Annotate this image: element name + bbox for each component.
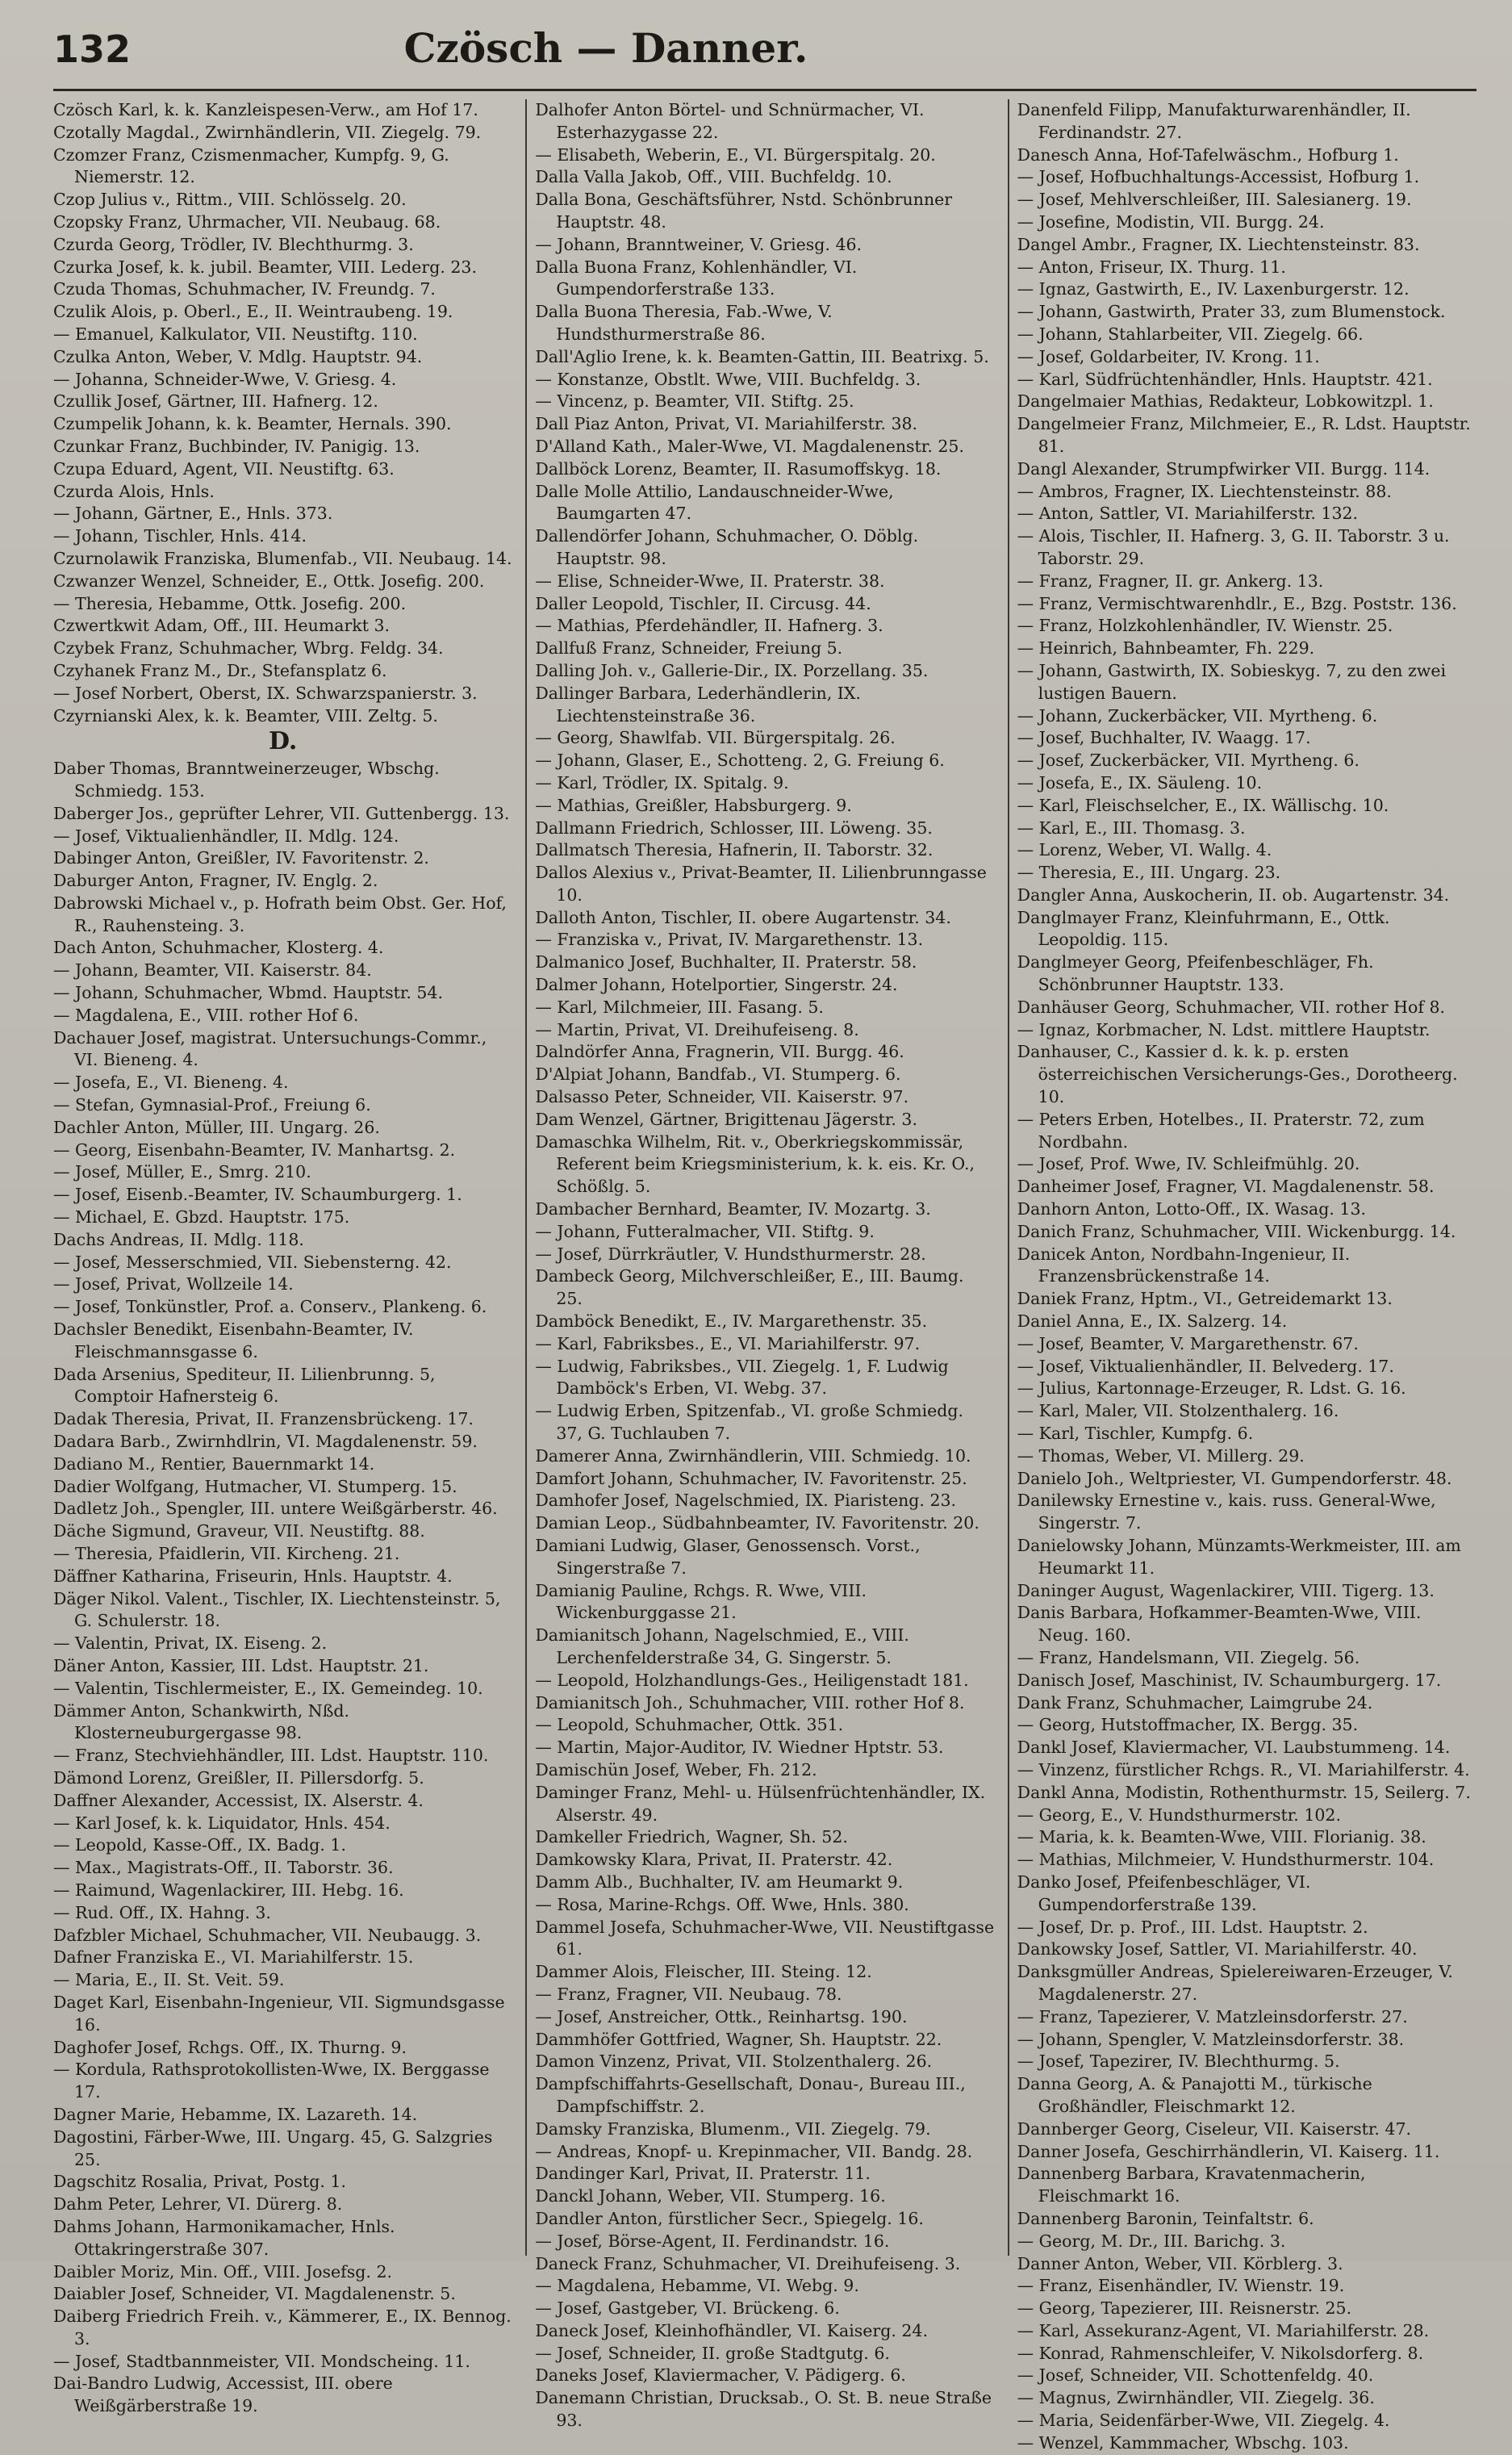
directory-entry: — Franz, Stechviehhändler, III. Ldst. Hauptstr. 110.	[53, 1746, 489, 1766]
directory-entry: Dank Franz, Schuhmacher, Laimgrube 24.	[1017, 1692, 1373, 1713]
directory-entry: — Josef, Schneider, II. große Stadtgutg. 6.	[535, 2343, 890, 2363]
directory-entry: — Josef, Gastgeber, VI. Brückeng. 6.	[535, 2298, 840, 2319]
directory-entry: — Josef Norbert, Oberst, IX. Schwarzspanierstr. 3.	[53, 683, 478, 703]
directory-entry: — Franz, Fragner, VII. Neubaug. 78.	[535, 1984, 842, 2004]
directory-entry: Czurda Alois, Hnls.	[53, 481, 215, 501]
directory-entry: — Josef, Messerschmied, VII. Siebensterng. 42.	[53, 1252, 452, 1272]
directory-entry: Danner Josefa, Geschirrhändlerin, VI. Kaiserg. 11.	[1017, 2141, 1440, 2161]
directory-entry: D'Alpiat Johann, Bandfab., VI. Stumperg. 6.	[535, 1064, 901, 1085]
directory-entry: Dachauer Josef, magistrat. Untersuchungs-Commr., VI. Bieneng. 4.	[53, 1027, 487, 1070]
directory-entry: — Valentin, Tischlermeister, E., IX. Gemeindeg. 10.	[53, 1678, 483, 1698]
directory-entry: Czösch Karl, k. k. Kanzleispesen-Verw., am Hof 17.	[53, 100, 478, 119]
directory-entry: — Konstanze, Obstlt. Wwe, VIII. Buchfeldg. 3.	[535, 369, 921, 389]
directory-entry: — Johann, Gärtner, E., Hnls. 373.	[53, 504, 333, 524]
directory-entry: Czurda Georg, Trödler, IV. Blechthurmg. 3.	[53, 234, 414, 254]
directory-entry: Dankl Josef, Klaviermacher, VI. Laubstummeng. 14.	[1017, 1738, 1451, 1758]
directory-entry: Dach Anton, Schuhmacher, Klosterg. 4.	[53, 938, 384, 958]
directory-entry: Danisch Josef, Maschinist, IV. Schaumburgerg. 17.	[1017, 1670, 1442, 1690]
directory-entry: Daminger Franz, Mehl- u. Hülsenfrüchtenhändler, IX. Alserstr. 49.	[535, 1782, 986, 1825]
directory-entry: — Martin, Major-Auditor, IV. Wiedner Hptstr. 53.	[535, 1738, 944, 1758]
directory-entry: — Karl, Trödler, IX. Spitalg. 9.	[535, 772, 789, 793]
directory-entry: Dabrowski Michael v., p. Hofrath beim Obst. Ger. Hof, R., Rauhensteing. 3.	[53, 893, 507, 935]
directory-entry: Danielowsky Johann, Münzamts-Werkmeister, III. am Heumarkt 11.	[1017, 1536, 1461, 1578]
directory-entry: Damböck Benedikt, E., IV. Margarethenstr. 35.	[535, 1311, 928, 1332]
directory-entry: — Josef, Dr. p. Prof., III. Ldst. Hauptstr. 2.	[1017, 1917, 1368, 1937]
directory-entry: Daninger August, Wagenlackirer, VIII. Tigerg. 13.	[1017, 1580, 1435, 1600]
directory-entry: Danheimer Josef, Fragner, VI. Magdalenenstr. 58.	[1017, 1177, 1435, 1197]
directory-entry: — Georg, M. Dr., III. Barichg. 3.	[1017, 2231, 1286, 2251]
directory-entry: Daneks Josef, Klaviermacher, V. Pädigerg. 6.	[535, 2365, 906, 2386]
directory-entry: — Raimund, Wagenlackirer, III. Hebg. 16.	[53, 1880, 404, 1900]
directory-entry: — Heinrich, Bahnbeamter, Fh. 229.	[1017, 638, 1315, 659]
directory-entry: Dadier Wolfgang, Hutmacher, VI. Stumperg. 15.	[53, 1476, 457, 1496]
directory-entry: Dallfuß Franz, Schneider, Freiung 5.	[535, 638, 843, 659]
directory-entry: — Johann, Gastwirth, Prater 33, zum Blumenstock.	[1017, 302, 1446, 322]
directory-entry: — Josef, Hofbuchhaltungs-Accessist, Hofburg 1.	[1017, 167, 1420, 187]
directory-entry: Dambeck Georg, Milchverschleißer, E., III. Baumg. 25.	[535, 1266, 964, 1309]
directory-entry: — Thomas, Weber, VI. Millerg. 29.	[1017, 1445, 1305, 1466]
directory-entry: Damon Vinzenz, Privat, VII. Stolzenthalerg. 26.	[535, 2051, 933, 2072]
directory-entry: Dam Wenzel, Gärtner, Brigittenau Jägerstr. 3.	[535, 1109, 917, 1129]
directory-entry: — Karl, Milchmeier, III. Fasang. 5.	[535, 997, 824, 1017]
directory-entry: — Elise, Schneider-Wwe, II. Praterstr. 38.	[535, 571, 885, 591]
page-number: 132	[53, 27, 132, 71]
directory-entry: — Josef, Privat, Wollzeile 14.	[53, 1274, 294, 1294]
directory-entry: Danicek Anton, Nordbahn-Ingenieur, II. Franzensbrückenstraße 14.	[1017, 1244, 1351, 1286]
directory-entry: Danglmeyer Georg, Pfeifenbeschläger, Fh. Schönbrunner Hauptstr. 133.	[1017, 952, 1374, 995]
directory-entry: Dalla Buona Theresia, Fab.-Wwe, V. Hundsthurmerstraße 86.	[535, 302, 833, 344]
directory-entry: Dannenberg Barbara, Kravatenmacherin, Fleischmarkt 16.	[1017, 2164, 1366, 2206]
directory-entry: Dangler Anna, Auskocherin, II. ob. Augartenstr. 34.	[1017, 885, 1450, 905]
directory-entry: — Martin, Privat, VI. Dreihufeiseng. 8.	[535, 1019, 859, 1039]
directory-entry: — Leopold, Kasse-Off., IX. Badg. 1.	[53, 1835, 346, 1855]
directory-entry: — Kordula, Rathsprotokollisten-Wwe, IX. Berggasse 17.	[53, 2060, 490, 2102]
directory-entry: — Magnus, Zwirnhändler, VII. Ziegelg. 36.	[1017, 2388, 1375, 2408]
directory-entry: Danko Josef, Pfeifenbeschläger, VI. Gumpendorferstraße 139.	[1017, 1872, 1311, 1914]
directory-entry: Damfort Johann, Schuhmacher, IV. Favoritenstr. 25.	[535, 1468, 967, 1488]
directory-entry: — Franz, Handelsmann, VII. Ziegelg. 56.	[1017, 1647, 1360, 1667]
directory-entry: — Franz, Fragner, II. gr. Ankerg. 13.	[1017, 571, 1324, 591]
directory-entry: Daiabler Josef, Schneider, VI. Magdalenenstr. 5.	[53, 2284, 456, 2304]
page-header	[53, 24, 1476, 91]
directory-entry: — Georg, Eisenbahn-Beamter, IV. Manhartsg. 2.	[53, 1140, 456, 1160]
directory-entry: Damaschka Wilhelm, Rit. v., Oberkriegskommissär, Referent beim Kriegsministerium, k. k. eis. Kr. O., Schößlg. 5.	[535, 1131, 975, 1197]
directory-entry: — Peters Erben, Hotelbes., II. Praterstr. 72, zum Nordbahn.	[1017, 1109, 1425, 1152]
directory-entry: Dagschitz Rosalia, Privat, Postg. 1.	[53, 2172, 346, 2192]
directory-entry: Daneck Franz, Schuhmacher, VI. Dreihufeiseng. 3.	[535, 2253, 961, 2273]
directory-entry: Dangl Alexander, Strumpfwirker VII. Burgg. 114.	[1017, 458, 1431, 479]
directory-entry: — Stefan, Gymnasial-Prof., Freiung 6.	[53, 1095, 371, 1115]
directory-entry: — Josef, Zuckerbäcker, VII. Myrtheng. 6.	[1017, 751, 1360, 771]
directory-entry: Dangelmaier Mathias, Redakteur, Lobkowitzpl. 1.	[1017, 391, 1434, 412]
directory-entry: — Anton, Sattler, VI. Mariahilferstr. 132.	[1017, 504, 1359, 524]
directory-entry: Damsky Franziska, Blumenm., VII. Ziegelg. 79.	[535, 2118, 931, 2139]
directory-entry: Danckl Johann, Weber, VII. Stumperg. 16.	[535, 2186, 886, 2206]
directory-entry: Dadletz Joh., Spengler, III. untere Weißgärberstr. 46.	[53, 1499, 498, 1519]
directory-entry: — Max., Magistrats-Off., II. Taborstr. 36.	[53, 1858, 394, 1878]
directory-entry: — Josef, Dürrkräutler, V. Hundsthurmerstr. 28.	[535, 1244, 926, 1264]
directory-entry: Dallendörfer Johann, Schuhmacher, O. Döblg. Hauptstr. 98.	[535, 526, 919, 568]
directory-entry: — Josef, Schneider, VII. Schottenfeldg. 40.	[1017, 2365, 1374, 2386]
directory-entry: Daibler Moriz, Min. Off., VIII. Josefsg. 2.	[53, 2261, 392, 2281]
directory-entry: — Vinzenz, fürstlicher Rchgs. R., VI. Mariahilferstr. 4.	[1017, 1759, 1470, 1780]
directory-entry: Dallos Alexius v., Privat-Beamter, II. Lilienbrunngasse 10.	[535, 863, 987, 905]
directory-entry: Czulka Anton, Weber, V. Mdlg. Hauptstr. 94.	[53, 346, 423, 366]
directory-entry: Czurka Josef, k. k. jubil. Beamter, VIII. Lederg. 23.	[53, 257, 477, 277]
directory-entry: — Karl, Assekuranz-Agent, VI. Mariahilferstr. 28.	[1017, 2320, 1430, 2340]
directory-entry: — Mathias, Greißler, Habsburgerg. 9.	[535, 795, 852, 815]
directory-entry: — Franz, Vermischtwarenhdlr., E., Bzg. Poststr. 136.	[1017, 593, 1457, 613]
directory-entry: Dahms Johann, Harmonikamacher, Hnls. Ottakringerstraße 307.	[53, 2216, 395, 2259]
directory-entry: — Julius, Kartonnage-Erzeuger, R. Ldst. G. 16.	[1017, 1378, 1406, 1399]
directory-entry: — Karl, Fabriksbes., E., VI. Mariahilferstr. 97.	[535, 1333, 921, 1353]
directory-entry: Dämond Lorenz, Greißler, II. Pillersdorfg. 5.	[53, 1767, 424, 1788]
directory-entry: Dammel Josefa, Schuhmacher-Wwe, VII. Neustiftgasse 61.	[535, 1917, 995, 1959]
directory-entry: Czuda Thomas, Schuhmacher, IV. Freundg. 7.	[53, 279, 436, 299]
directory-entry: Danhauser, C., Kassier d. k. k. p. ersten österreichischen Versicherungs-Ges., Dorotheerg. 10.	[1017, 1042, 1458, 1107]
directory-entry: — Josef, Viktualienhändler, II. Belvederg. 17.	[1017, 1356, 1394, 1376]
directory-columns	[53, 99, 1476, 2453]
directory-entry: Daniek Franz, Hptm., VI., Getreidemarkt 13.	[1017, 1289, 1393, 1309]
directory-entry: Danich Franz, Schuhmacher, VIII. Wickenburgg. 14.	[1017, 1221, 1456, 1241]
directory-entry: — Johann, Gastwirth, IX. Sobieskyg. 7, zu den zwei lustigen Bauern.	[1017, 660, 1447, 703]
directory-entry: Dafzbler Michael, Schuhmacher, VII. Neubaugg. 3.	[53, 1925, 482, 1945]
directory-entry: Dall'Aglio Irene, k. k. Beamten-Gattin, III. Beatrixg. 5.	[535, 346, 989, 366]
directory-entry: — Josef, Goldarbeiter, IV. Krong. 11.	[1017, 346, 1320, 366]
directory-entry: — Leopold, Holzhandlungs-Ges., Heiligenstadt 181.	[535, 1670, 969, 1690]
directory-entry: — Magdalena, Hebamme, VI. Webg. 9.	[535, 2276, 859, 2296]
directory-entry: — Johann, Futteralmacher, VII. Stiftg. 9.	[535, 1221, 875, 1241]
directory-entry: — Valentin, Privat, IX. Eiseng. 2.	[53, 1633, 328, 1654]
directory-entry: — Johanna, Schneider-Wwe, V. Griesg. 4.	[53, 369, 397, 389]
directory-entry: Dallinger Barbara, Lederhändlerin, IX. Liechtensteinstraße 36.	[535, 683, 861, 726]
directory-entry: Dabinger Anton, Greißler, IV. Favoritenstr. 2.	[53, 848, 429, 868]
directory-entry: Czullik Josef, Gärtner, III. Hafnerg. 12.	[53, 391, 378, 412]
directory-entry: — Mathias, Pferdehändler, II. Hafnerg. 3.	[535, 616, 883, 636]
directory-entry: Damm Alb., Buchhalter, IV. am Heumarkt 9.	[535, 1872, 904, 1892]
directory-entry: Damischün Josef, Weber, Fh. 212.	[535, 1759, 817, 1780]
directory-entry: — Johann, Stahlarbeiter, VII. Ziegelg. 66.	[1017, 324, 1364, 344]
directory-entry: Daberger Jos., geprüfter Lehrer, VII. Guttenbergg. 13.	[53, 803, 510, 823]
directory-entry: Damianitsch Joh., Schuhmacher, VIII. rother Hof 8.	[535, 1692, 965, 1713]
directory-entry: Dahm Peter, Lehrer, VI. Dürerg. 8.	[53, 2194, 343, 2215]
directory-entry: — Ludwig Erben, Spitzenfab., VI. große Schmiedg. 37, G. Tuchlauben 7.	[535, 1401, 964, 1444]
directory-entry: — Theresia, Pfaidlerin, VII. Kircheng. 21.	[53, 1544, 400, 1563]
directory-entry: Dallmatsch Theresia, Hafnerin, II. Taborstr. 32.	[535, 840, 934, 860]
directory-entry: — Johann, Schuhmacher, Wbmd. Hauptstr. 54.	[53, 983, 444, 1003]
directory-entry: — Franziska v., Privat, IV. Margarethenstr. 13.	[535, 930, 924, 950]
directory-entry: Dalla Valla Jakob, Off., VIII. Buchfeldg. 10.	[535, 167, 892, 187]
directory-entry: Danksgmüller Andreas, Spielereiwaren-Erzeuger, V. Magdalenerstr. 27.	[1017, 1962, 1453, 2004]
directory-entry: Dämmer Anton, Schankwirth, Nßd. Klosterneuburgergasse 98.	[53, 1700, 350, 1743]
directory-entry: Dachler Anton, Müller, III. Ungarg. 26.	[53, 1117, 380, 1137]
directory-entry: Däger Nikol. Valent., Tischler, IX. Liechtensteinstr. 5, G. Schulerstr. 18.	[53, 1588, 501, 1631]
column-left	[53, 99, 512, 2416]
directory-entry: — Maria, k. k. Beamten-Wwe, VIII. Florianig. 38.	[1017, 1827, 1426, 1847]
directory-entry: Czyrnianski Alex, k. k. Beamter, VIII. Zeltg. 5.	[53, 705, 438, 726]
directory-entry: Damiani Ludwig, Glaser, Genossensch. Vorst., Singerstraße 7.	[535, 1536, 921, 1578]
directory-entry: — Johann, Glaser, E., Schotteng. 2, G. Freiung 6.	[535, 751, 945, 771]
directory-entry: Dammer Alois, Fleischer, III. Steing. 12.	[535, 1962, 872, 1982]
directory-entry: Danis Barbara, Hofkammer-Beamten-Wwe, VIII. Neug. 160.	[1017, 1603, 1422, 1646]
directory-entry: Damkeller Friedrich, Wagner, Sh. 52.	[535, 1827, 848, 1847]
directory-entry: Dankl Anna, Modistin, Rothenthurmstr. 15, Seilerg. 7.	[1017, 1782, 1471, 1802]
directory-entry: Dalsasso Peter, Schneider, VII. Kaiserstr. 97.	[535, 1087, 909, 1107]
directory-entry: Czop Julius v., Rittm., VIII. Schlösselg. 20.	[53, 190, 407, 210]
directory-entry: Czwanzer Wenzel, Schneider, E., Ottk. Josefig. 200.	[53, 571, 485, 591]
directory-entry: — Andreas, Knopf- u. Krepinmacher, VII. Bandg. 28.	[535, 2141, 973, 2161]
column-right	[1008, 99, 1476, 2453]
directory-entry: — Ignaz, Korbmacher, N. Ldst. mittlere Hauptstr.	[1017, 1019, 1431, 1039]
directory-entry: — Michael, E. Gbzd. Hauptstr. 175.	[53, 1207, 350, 1228]
directory-entry: Dadara Barb., Zwirnhdlrin, VI. Magdalenenstr. 59.	[53, 1432, 478, 1452]
directory-entry: — Theresia, Hebamme, Ottk. Josefig. 200.	[53, 593, 407, 613]
directory-entry: — Josef, Tonkünstler, Prof. a. Conserv., Plankeng. 6.	[53, 1297, 487, 1317]
directory-entry: Daiberg Friedrich Freih. v., Kämmerer, E., IX. Bennog. 3.	[53, 2307, 512, 2348]
directory-entry: Danhäuser Georg, Schuhmacher, VII. rother Hof 8.	[1017, 997, 1446, 1017]
directory-entry: Damianitsch Johann, Nagelschmied, E., VIII. Lerchenfelderstraße 34, G. Singerstr. 5.	[535, 1625, 909, 1667]
directory-entry: — Emanuel, Kalkulator, VII. Neustiftg. 110.	[53, 324, 418, 344]
directory-entry: — Elisabeth, Weberin, E., VI. Bürgerspitalg. 20.	[535, 144, 936, 165]
directory-entry: — Lorenz, Weber, VI. Wallg. 4.	[1017, 840, 1272, 860]
directory-entry: Daffner Alexander, Accessist, IX. Alserstr. 4.	[53, 1790, 424, 1810]
directory-entry: — Josef, Anstreicher, Ottk., Reinhartsg. 190.	[535, 2006, 908, 2026]
directory-entry: Czunkar Franz, Buchbinder, IV. Panigig. 13.	[53, 436, 420, 456]
directory-entry: Czybek Franz, Schuhmacher, Wbrg. Feldg. 34.	[53, 638, 444, 659]
directory-entry: — Josef, Eisenb.-Beamter, IV. Schaumburgerg. 1.	[53, 1185, 462, 1205]
directory-entry: Danesch Anna, Hof-Tafelwäschm., Hofburg 1.	[1017, 144, 1399, 165]
directory-entry: Dalle Molle Attilio, Landauschneider-Wwe, Baumgarten 47.	[535, 481, 894, 524]
directory-entry: Dalmanico Josef, Buchhalter, II. Praterstr. 58.	[535, 952, 917, 972]
directory-entry: Czulik Alois, p. Oberl., E., II. Weintraubeng. 19.	[53, 302, 453, 322]
directory-entry: Damkowsky Klara, Privat, II. Praterstr. 42.	[535, 1850, 893, 1870]
directory-entry: Dangel Ambr., Fragner, IX. Liechtensteinstr. 83.	[1017, 234, 1420, 254]
directory-entry: — Georg, E., V. Hundsthurmerstr. 102.	[1017, 1805, 1341, 1825]
directory-entry: Dalling Joh. v., Gallerie-Dir., IX. Porzellang. 35.	[535, 660, 929, 680]
directory-entry: — Wenzel, Kammmacher, Wbschg. 103.	[1017, 2432, 1349, 2453]
directory-entry: Danner Anton, Weber, VII. Körblerg. 3.	[1017, 2253, 1343, 2273]
directory-entry: Dalhofer Anton Börtel- und Schnürmacher, VI. Esterhazygasse 22.	[535, 100, 925, 142]
directory-entry: Daber Thomas, Branntweinerzeuger, Wbschg. Schmiedg. 153.	[53, 759, 440, 801]
directory-entry: — Magdalena, E., VIII. rother Hof 6.	[53, 1005, 359, 1025]
directory-entry: Dachs Andreas, II. Mdlg. 118.	[53, 1229, 304, 1249]
directory-entry: Dandinger Karl, Privat, II. Praterstr. 11.	[535, 2164, 871, 2184]
directory-entry: — Anton, Friseur, IX. Thurg. 11.	[1017, 257, 1286, 277]
directory-entry: — Franz, Eisenhändler, IV. Wienstr. 19.	[1017, 2276, 1345, 2296]
directory-entry: — Josef, Stadtbannmeister, VII. Mondscheing. 11.	[53, 2351, 470, 2371]
directory-entry: Danna Georg, A. & Panajotti M., türkische Großhändler, Fleischmarkt 12.	[1017, 2074, 1372, 2116]
directory-entry: Czomzer Franz, Czismenmacher, Kumpfg. 9, G. Niemerstr. 12.	[53, 144, 449, 187]
directory-entry: Czotally Magdal., Zwirnhändlerin, VII. Ziegelg. 79.	[53, 122, 482, 142]
directory-entry: — Johann, Zuckerbäcker, VII. Myrtheng. 6.	[1017, 705, 1378, 726]
directory-entry: — Josef, Beamter, V. Margarethenstr. 67.	[1017, 1333, 1359, 1353]
directory-entry: Dandler Anton, fürstlicher Secr., Spiegelg. 16.	[535, 2208, 924, 2228]
directory-entry: — Konrad, Rahmenschleifer, V. Nikolsdorferg. 8.	[1017, 2343, 1424, 2363]
directory-entry: — Maria, Seidenfärber-Wwe, VII. Ziegelg. 4.	[1017, 2411, 1390, 2431]
directory-entry: Czurnolawik Franziska, Blumenfab., VII. Neubaug. 14.	[53, 548, 512, 568]
directory-entry: Dagostini, Färber-Wwe, III. Ungarg. 45, G. Salzgries 25.	[53, 2127, 493, 2169]
directory-entry: Damhofer Josef, Nagelschmied, IX. Piaristeng. 23.	[535, 1491, 957, 1511]
directory-entry: — Josefine, Modistin, VII. Burgg. 24.	[1017, 211, 1325, 232]
directory-entry: Czumpelik Johann, k. k. Beamter, Hernals. 390.	[53, 414, 452, 434]
directory-entry: — Josef, Börse-Agent, II. Ferdinandstr. 16.	[535, 2231, 890, 2251]
directory-entry: Danenfeld Filipp, Manufakturwarenhändler, II. Ferdinandstr. 27.	[1017, 100, 1411, 142]
directory-entry: — Ignaz, Gastwirth, E., IV. Laxenburgerstr. 12.	[1017, 279, 1410, 299]
directory-entry: Dangelmeier Franz, Milchmeier, E., R. Ldst. Hauptstr. 81.	[1017, 414, 1471, 456]
directory-entry: Dambacher Bernhard, Beamter, IV. Mozartg. 3.	[535, 1199, 931, 1219]
directory-entry: — Johann, Beamter, VII. Kaiserstr. 84.	[53, 960, 372, 981]
directory-entry: Danglmayer Franz, Kleinfuhrmann, E., Ottk. Leopoldig. 115.	[1017, 907, 1390, 950]
directory-entry: Dadak Theresia, Privat, II. Franzensbrückeng. 17.	[53, 1409, 474, 1429]
directory-entry: Dalndörfer Anna, Fragnerin, VII. Burgg. 46.	[535, 1042, 904, 1062]
directory-entry: Däche Sigmund, Graveur, VII. Neustiftg. 88.	[53, 1521, 425, 1541]
directory-entry: Damianig Pauline, Rchgs. R. Wwe, VIII. Wickenburggasse 21.	[535, 1580, 867, 1623]
directory-entry: Dammhöfer Gottfried, Wagner, Sh. Hauptstr. 22.	[535, 2029, 942, 2049]
directory-entry: Dall Piaz Anton, Privat, VI. Mariahilferstr. 38.	[535, 414, 918, 434]
running-title: Czösch — Danner.	[403, 24, 808, 72]
directory-entry: — Josef, Tapezirer, IV. Blechthurmg. 5.	[1017, 2051, 1340, 2072]
directory-entry: Dada Arsenius, Spediteur, II. Lilienbrunng. 5, Comptoir Hafnersteig 6.	[53, 1364, 436, 1407]
directory-entry: Czyhanek Franz M., Dr., Stefansplatz 6.	[53, 660, 387, 680]
directory-entry: — Johann, Spengler, V. Matzleinsdorferstr. 38.	[1017, 2029, 1405, 2049]
directory-entry: Damian Leop., Südbahnbeamter, IV. Favoritenstr. 20.	[535, 1513, 979, 1533]
directory-entry: — Ludwig, Fabriksbes., VII. Ziegelg. 1, F. Ludwig Damböck's Erben, VI. Webg. 37.	[535, 1356, 949, 1399]
directory-entry: — Georg, Shawlfab. VII. Bürgerspitalg. 26.	[535, 728, 896, 748]
directory-entry: — Josef, Müller, E., Smrg. 210.	[53, 1162, 311, 1182]
directory-entry: Daneck Josef, Kleinhofhändler, VI. Kaiserg. 24.	[535, 2320, 928, 2340]
directory-entry: — Josefa, E., VI. Bieneng. 4.	[53, 1073, 289, 1093]
directory-entry: — Johann, Branntweiner, V. Griesg. 46.	[535, 234, 863, 254]
directory-entry: — Franz, Holzkohlenhändler, IV. Wienstr. 25.	[1017, 616, 1393, 636]
directory-entry: — Franz, Tapezierer, V. Matzleinsdorferstr. 27.	[1017, 2006, 1408, 2026]
directory-entry: — Johann, Tischler, Hnls. 414.	[53, 526, 307, 546]
directory-entry: Daget Karl, Eisenbahn-Ingenieur, VII. Sigmundsgasse 16.	[53, 1992, 505, 2035]
directory-entry: — Georg, Tapezierer, III. Reisnerstr. 25.	[1017, 2298, 1352, 2319]
directory-entry: — Josef, Buchhalter, IV. Waagg. 17.	[1017, 728, 1311, 748]
directory-entry: Dannenberg Baronin, Teinfaltstr. 6.	[1017, 2208, 1314, 2228]
directory-entry: Dannberger Georg, Ciseleur, VII. Kaiserstr. 47.	[1017, 2118, 1412, 2139]
directory-entry: Danemann Christian, Drucksab., O. St. B. neue Straße 93.	[535, 2388, 992, 2431]
directory-entry: Dai-Bandro Ludwig, Accessist, III. obere Weißgärberstraße 19.	[53, 2373, 393, 2416]
directory-entry: Däner Anton, Kassier, III. Ldst. Hauptstr. 21.	[53, 1655, 429, 1675]
directory-entry: — Mathias, Milchmeier, V. Hundsthurmerstr. 104.	[1017, 1850, 1435, 1870]
directory-entry: — Leopold, Schuhmacher, Ottk. 351.	[535, 1715, 844, 1735]
directory-entry: Dachsler Benedikt, Eisenbahn-Beamter, IV. Fleischmannsgasse 6.	[53, 1320, 414, 1361]
directory-entry: Danielo Joh., Weltpriester, VI. Gumpendorferstr. 48.	[1017, 1468, 1452, 1488]
directory-entry: — Vincenz, p. Beamter, VII. Stiftg. 25.	[535, 391, 854, 412]
directory-entry: — Rosa, Marine-Rchgs. Off. Wwe, Hnls. 380.	[535, 1894, 909, 1914]
directory-entry: Czupa Eduard, Agent, VII. Neustiftg. 63.	[53, 458, 395, 479]
column-middle	[525, 99, 995, 2431]
directory-entry: D'Alland Kath., Maler-Wwe, VI. Magdalenenstr. 25.	[535, 436, 964, 456]
directory-entry: — Alois, Tischler, II. Hafnerg. 3, G. II. Taborstr. 3 u. Taborstr. 29.	[1017, 526, 1450, 568]
directory-entry: Daniel Anna, E., IX. Salzerg. 14.	[1017, 1311, 1288, 1332]
directory-entry: Daller Leopold, Tischler, II. Circusg. 44.	[535, 593, 871, 613]
directory-entry: — Josef, Mehlverschleißer, III. Salesianerg. 19.	[1017, 190, 1412, 210]
directory-entry: Daburger Anton, Fragner, IV. Englg. 2.	[53, 871, 378, 891]
directory-entry: — Karl, Maler, VII. Stolzenthalerg. 16.	[1017, 1401, 1339, 1421]
section-letter: D.	[268, 727, 298, 756]
directory-entry: — Maria, E., II. St. Veit. 59.	[53, 1970, 285, 1990]
directory-entry: Daghofer Josef, Rchgs. Off., IX. Thurng. 9.	[53, 2037, 407, 2057]
directory-entry: — Josefa, E., IX. Säuleng. 10.	[1017, 772, 1263, 793]
directory-entry: — Theresia, E., III. Ungarg. 23.	[1017, 863, 1281, 883]
directory-entry: — Georg, Hutstoffmacher, IX. Bergg. 35.	[1017, 1715, 1359, 1735]
directory-entry: — Rud. Off., IX. Hahng. 3.	[53, 1902, 271, 1922]
directory-entry: — Karl, Tischler, Kumpfg. 6.	[1017, 1424, 1254, 1444]
directory-entry: — Karl, Südfrüchtenhändler, Hnls. Hauptstr. 421.	[1017, 369, 1433, 389]
directory-entry: — Josef, Viktualienhändler, II. Mdlg. 124.	[53, 826, 399, 846]
directory-entry: Däffner Katharina, Friseurin, Hnls. Hauptstr. 4.	[53, 1566, 453, 1586]
directory-entry: — Karl, E., III. Thomasg. 3.	[1017, 818, 1246, 838]
directory-entry: Dallmann Friedrich, Schlosser, III. Löweng. 35.	[535, 818, 933, 838]
directory-entry: Dankowsky Josef, Sattler, VI. Mariahilferstr. 40.	[1017, 1939, 1418, 1959]
directory-entry: Dallböck Lorenz, Beamter, II. Rasumoffskyg. 18.	[535, 458, 942, 479]
directory-entry: Dadiano M., Rentier, Bauernmarkt 14.	[53, 1453, 375, 1474]
directory-entry: Dagner Marie, Hebamme, IX. Lazareth. 14.	[53, 2104, 418, 2124]
directory-entry: — Karl Josef, k. k. Liquidator, Hnls. 454.	[53, 1813, 391, 1833]
directory-entry: Danhorn Anton, Lotto-Off., IX. Wasag. 13.	[1017, 1199, 1367, 1219]
directory-entry: — Josef, Prof. Wwe, IV. Schleifmühlg. 20.	[1017, 1154, 1360, 1174]
directory-entry: — Karl, Fleischselcher, E., IX. Wällischg. 10.	[1017, 795, 1389, 815]
directory-entry: — Ambros, Fragner, IX. Liechtensteinstr. 88.	[1017, 481, 1392, 501]
directory-entry: Dafner Franziska E., VI. Mariahilferstr. 15.	[53, 1947, 414, 1968]
directory-entry: Dalla Bona, Geschäftsführer, Nstd. Schönbrunner Hauptstr. 48.	[535, 190, 953, 232]
directory-entry: Dampfschiffahrts-Gesellschaft, Donau-, Bureau III., Dampfschiffstr. 2.	[535, 2074, 966, 2116]
directory-entry: Czopsky Franz, Uhrmacher, VII. Neubaug. 68.	[53, 211, 441, 232]
directory-entry: Dalmer Johann, Hotelportier, Singerstr. 24.	[535, 975, 898, 995]
directory-entry: Damerer Anna, Zwirnhändlerin, VIII. Schmiedg. 10.	[535, 1445, 971, 1466]
directory-entry: Czwertkwit Adam, Off., III. Heumarkt 3.	[53, 616, 391, 636]
directory-entry: Dalla Buona Franz, Kohlenhändler, VI. Gumpendorferstraße 133.	[535, 257, 858, 299]
directory-entry: Dalloth Anton, Tischler, II. obere Augartenstr. 34.	[535, 907, 951, 927]
directory-entry: Danilewsky Ernestine v., kais. russ. General-Wwe, Singerstr. 7.	[1017, 1491, 1436, 1533]
